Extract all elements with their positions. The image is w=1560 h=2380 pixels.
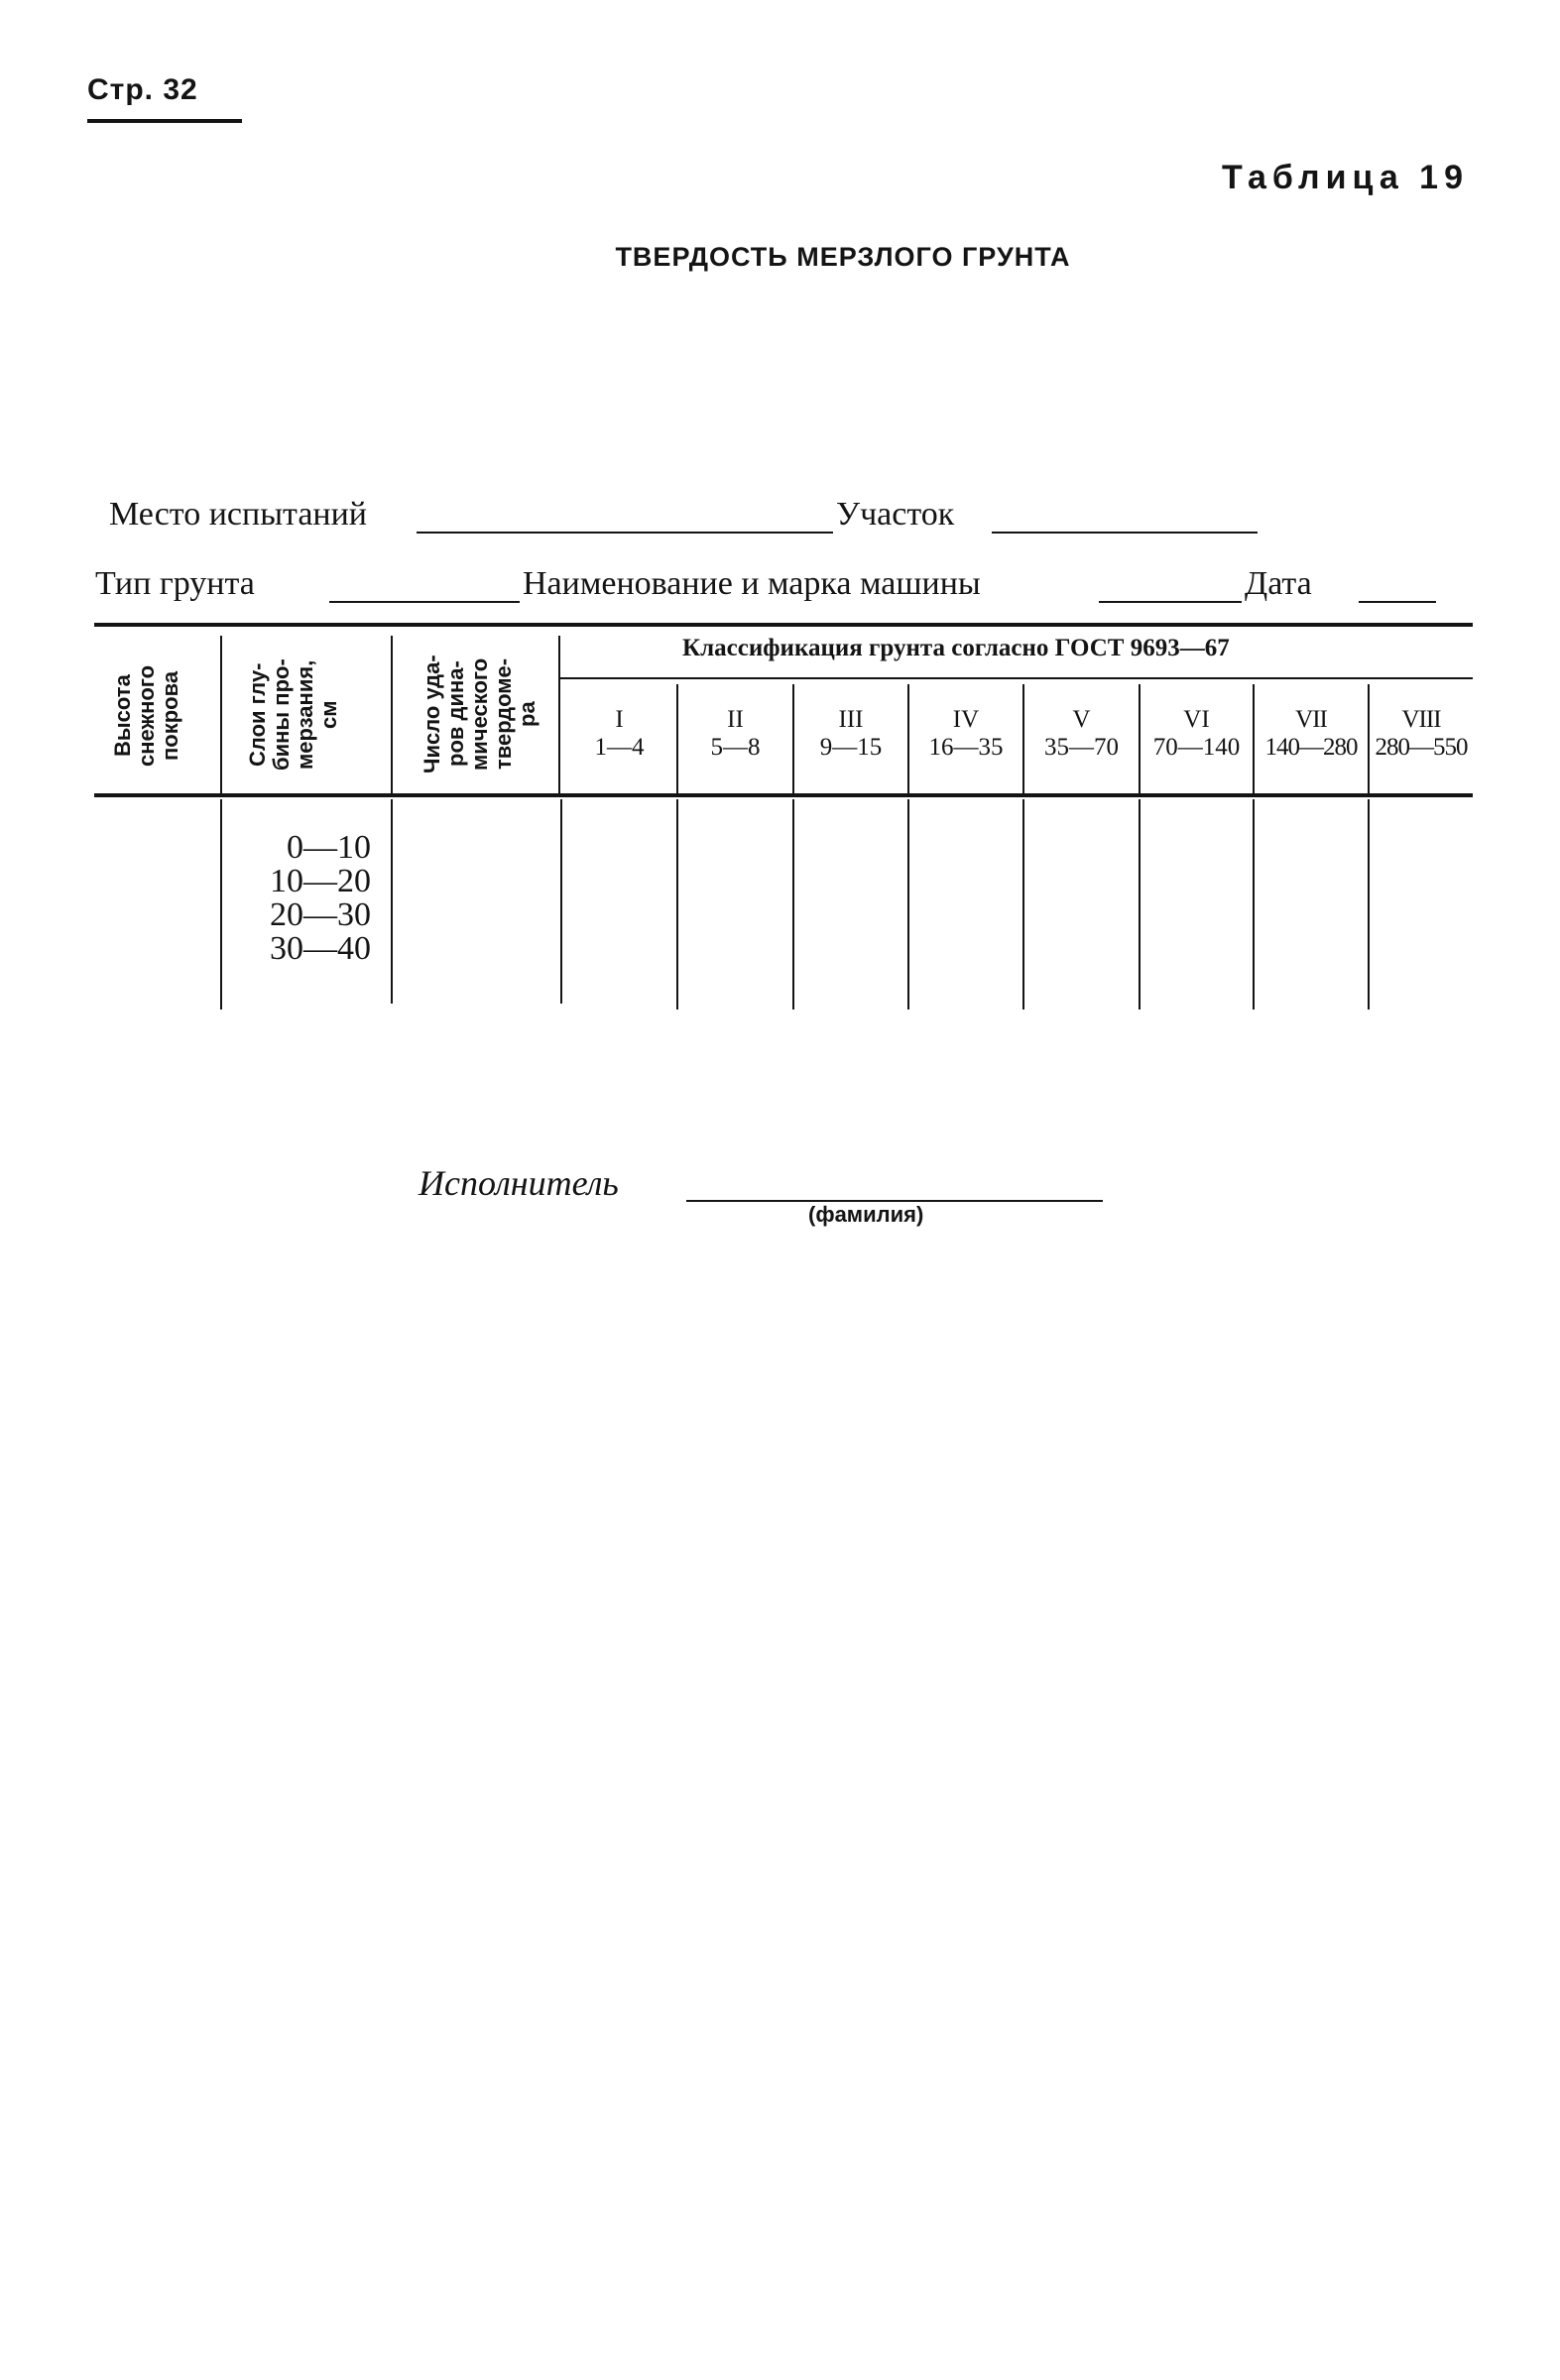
class-header-viii xyxy=(1370,706,1473,762)
class-header-i xyxy=(562,706,676,762)
class-header-vii xyxy=(1255,706,1368,762)
soil-type-label: Тип грунта xyxy=(95,565,255,602)
header-freezing-layers: Слои глу- бины про- мерзания, см xyxy=(245,658,341,772)
body-divider xyxy=(792,799,794,1010)
class-range: 5—8 xyxy=(710,734,761,761)
body-divider xyxy=(1253,799,1255,1010)
header-divider xyxy=(558,636,560,793)
header-divider xyxy=(220,636,222,793)
body-divider xyxy=(907,799,909,1010)
body-divider xyxy=(220,799,222,1010)
date-label: Дата xyxy=(1245,565,1312,602)
executor-label: Исполнитель xyxy=(419,1163,619,1203)
body-divider xyxy=(1139,799,1140,1010)
class-range: 140—280 xyxy=(1264,734,1358,761)
class-numeral: II xyxy=(727,706,744,733)
class-header-vi xyxy=(1140,706,1253,762)
class-numeral: V xyxy=(1072,706,1091,733)
class-numeral: III xyxy=(838,706,864,733)
class-numeral: VII xyxy=(1295,706,1327,733)
class-header-rule xyxy=(560,677,1473,679)
depth-row: 10—20 xyxy=(270,863,371,899)
class-numeral: I xyxy=(615,706,624,733)
body-divider xyxy=(560,799,562,1004)
surname-label: (фамилия) xyxy=(808,1202,924,1227)
machine-label: Наименование и марка машины xyxy=(523,565,981,602)
class-numeral: VI xyxy=(1183,706,1210,733)
depth-row: 30—40 xyxy=(270,930,371,967)
class-header-iii xyxy=(794,706,907,762)
header-snow-height: Высота снежного покрова xyxy=(110,664,182,768)
class-range: 1—4 xyxy=(594,734,645,761)
header-blow-count: Число уда- ров дина- мического твердоме- ра xyxy=(420,654,540,774)
page-number: Стр. 32 xyxy=(87,73,198,106)
hardness-table xyxy=(0,0,1560,1091)
body-divider xyxy=(676,799,678,1010)
test-place-label: Место испытаний xyxy=(109,496,367,533)
section-label: Участок xyxy=(836,496,955,533)
header-divider xyxy=(391,636,393,793)
class-range: 70—140 xyxy=(1152,734,1241,761)
header-bottom-rule xyxy=(94,793,1473,797)
class-header-ii xyxy=(678,706,792,762)
table-label: Таблица 19 xyxy=(1222,159,1469,196)
class-range: 9—15 xyxy=(819,734,883,761)
class-header-iv xyxy=(909,706,1022,762)
table-top-rule xyxy=(94,623,1473,627)
depth-row: 0—10 xyxy=(287,829,371,866)
depth-row: 20—30 xyxy=(270,896,371,933)
class-range: 16—35 xyxy=(928,734,1004,761)
class-range: 280—550 xyxy=(1375,734,1468,761)
body-divider xyxy=(391,799,393,1004)
body-divider xyxy=(1368,799,1370,1010)
classification-header: Классификация грунта согласно ГОСТ 9693—67 xyxy=(682,635,1230,661)
class-header-v xyxy=(1024,706,1139,762)
class-numeral: IV xyxy=(952,706,980,733)
class-range: 35—70 xyxy=(1044,734,1119,761)
document-title: ТВЕРДОСТЬ МЕРЗЛОГО ГРУНТА xyxy=(615,242,1071,272)
body-divider xyxy=(1022,799,1024,1010)
class-numeral: VIII xyxy=(1401,706,1441,733)
